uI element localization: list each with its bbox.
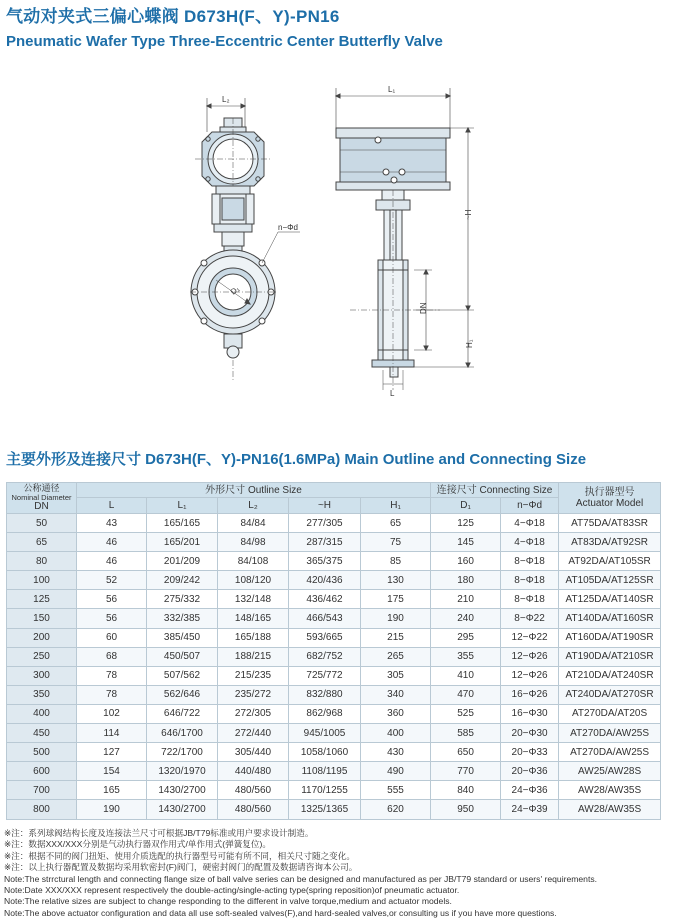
cell-d1: 950 [431,800,501,819]
cell-l2: 272/440 [218,724,289,743]
label-dn: DN [419,302,428,314]
cell-h: 832/880 [289,685,361,704]
cell-nd: 16−Φ30 [501,704,559,723]
table-row [7,609,661,628]
cell-h: 466/543 [289,609,361,628]
cell-l: 165 [77,781,147,800]
cell-nd: 12−Φ22 [501,628,559,647]
cell-h: 1170/1255 [289,781,361,800]
cell-dn: 200 [7,628,77,647]
note-line: ※注：数据XXX/XXX分别是气动执行器双作用式/单作用式(弹簧复位)。 [4,839,271,850]
cell-act: AT210DA/AT240SR [559,666,661,685]
cell-l1: 1320/1970 [147,762,218,781]
table-row [7,685,661,704]
cell-l: 56 [77,590,147,609]
cell-nd: 20−Φ30 [501,724,559,743]
cell-dn: 500 [7,743,77,762]
cell-h1: 85 [361,552,431,571]
col-nd: n−Φd [501,498,559,514]
cell-l1: 450/507 [147,647,218,666]
cell-l1: 1430/2700 [147,800,218,819]
table-row [7,647,661,666]
table-row [7,724,661,743]
cell-h1: 400 [361,724,431,743]
cell-l: 46 [77,533,147,552]
cell-dn: 125 [7,590,77,609]
table-row [7,571,661,590]
cell-d1: 410 [431,666,501,685]
cell-act: AT140DA/AT160SR [559,609,661,628]
cell-l1: 165/201 [147,533,218,552]
cell-h1: 265 [361,647,431,666]
cell-l2: 235/272 [218,685,289,704]
cell-l1: 275/332 [147,590,218,609]
cell-h1: 620 [361,800,431,819]
cell-l2: 188/215 [218,647,289,666]
cell-h: 593/665 [289,628,361,647]
cell-l2: 165/188 [218,628,289,647]
cell-dn: 450 [7,724,77,743]
label-l: L [390,389,395,398]
cell-nd: 4−Φ18 [501,533,559,552]
cell-l2: 108/120 [218,571,289,590]
cell-act: AW25/AW28S [559,762,661,781]
cell-dn: 150 [7,609,77,628]
cell-nd: 8−Φ22 [501,609,559,628]
cell-act: AW28/AW35S [559,800,661,819]
cell-h: 1108/1195 [289,762,361,781]
cell-act: AT270DA/AW25S [559,724,661,743]
cell-act: AT270DA/AT20S [559,704,661,723]
cell-nd: 24−Φ36 [501,781,559,800]
cell-dn: 700 [7,781,77,800]
cell-dn: 100 [7,571,77,590]
actuator-header: 执行器型号 Actuator Model [559,483,661,514]
outline-header: 外形尺寸 Outline Size [77,483,431,498]
page-title-cn: 气动对夹式三偏心蝶阀 D673H(F、Y)-PN16 [6,7,340,26]
cell-d1: 770 [431,762,501,781]
cell-l1: 332/385 [147,609,218,628]
cell-h: 1325/1365 [289,800,361,819]
notes [4,828,696,919]
cell-l1: 201/209 [147,552,218,571]
table-row [7,781,661,800]
cell-nd: 8−Φ18 [501,571,559,590]
cell-dn: 80 [7,552,77,571]
cell-l: 154 [77,762,147,781]
cell-d1: 470 [431,685,501,704]
cell-h1: 65 [361,514,431,533]
cell-nd: 8−Φ18 [501,590,559,609]
spec-table [6,482,661,820]
connect-header: 连接尺寸 Connecting Size [431,483,559,498]
cell-dn: 800 [7,800,77,819]
cell-h1: 75 [361,533,431,552]
cell-l: 190 [77,800,147,819]
note-line: Note:Date XXX/XXX represent respectively the double-acting/single-acting type(spring reposition)of pneumatic actuator. [4,885,460,896]
cell-d1: 180 [431,571,501,590]
cell-l: 78 [77,666,147,685]
cell-nd: 4−Φ18 [501,514,559,533]
cell-l2: 305/440 [218,743,289,762]
cell-l2: 480/560 [218,800,289,819]
cell-l1: 507/562 [147,666,218,685]
cell-h1: 340 [361,685,431,704]
cell-d1: 840 [431,781,501,800]
cell-act: AT75DA/AT83SR [559,514,661,533]
col-h: ~H [289,498,361,514]
cell-h: 436/462 [289,590,361,609]
cell-d1: 125 [431,514,501,533]
cell-l2: 132/148 [218,590,289,609]
col-l: L [77,498,147,514]
note-line: ※注：根据不同的阀门扭矩、使用介质选配的执行器型号可能有所不同，相关尺寸随之变化。 [4,850,355,861]
cell-act: AT190DA/AT210SR [559,647,661,666]
cell-nd: 20−Φ36 [501,762,559,781]
valve-drawing [150,80,550,400]
cell-l2: 215/235 [218,666,289,685]
cell-d1: 160 [431,552,501,571]
cell-l2: 480/560 [218,781,289,800]
cell-nd: 20−Φ33 [501,743,559,762]
cell-l1: 1430/2700 [147,781,218,800]
note-line: Note:The strrctural length and connecting flange size of ball valve series can be designed and manufactured as per JB/T79 standard or users' requirements. [4,873,598,884]
cell-act: AT105DA/AT125SR [559,571,661,590]
cell-h1: 130 [361,571,431,590]
spec-table-body [7,514,661,820]
table-row [7,628,661,647]
cell-act: AT270DA/AW25S [559,743,661,762]
cell-h: 287/315 [289,533,361,552]
cell-h: 1058/1060 [289,743,361,762]
cell-nd: 12−Φ26 [501,647,559,666]
cell-l2: 84/108 [218,552,289,571]
table-row [7,552,661,571]
cell-h1: 305 [361,666,431,685]
cell-l2: 148/165 [218,609,289,628]
label-nd: n−Φd [278,223,298,232]
cell-l2: 272/305 [218,704,289,723]
cell-l: 60 [77,628,147,647]
cell-l: 127 [77,743,147,762]
cell-h1: 430 [361,743,431,762]
cell-dn: 250 [7,647,77,666]
cell-nd: 16−Φ26 [501,685,559,704]
cell-h: 725/772 [289,666,361,685]
cell-d1: 210 [431,590,501,609]
cell-l2: 84/84 [218,514,289,533]
col-l1: L₁ [147,498,218,514]
cell-h: 365/375 [289,552,361,571]
cell-act: AT83DA/AT92SR [559,533,661,552]
cell-h: 862/968 [289,704,361,723]
cell-dn: 65 [7,533,77,552]
dn-header: 公称通径 Nominal Diameter DN [7,483,77,514]
note-line: Note:The above actuator configuration and data all use soft-sealed valves(F),and hard-sealed valves,or consulting us if you have more questions. [4,907,557,918]
cell-act: AT92DA/AT105SR [559,552,661,571]
cell-h1: 215 [361,628,431,647]
col-d1: D₁ [431,498,501,514]
table-row [7,533,661,552]
cell-d1: 355 [431,647,501,666]
cell-h1: 360 [361,704,431,723]
col-h1: H₁ [361,498,431,514]
cell-l: 46 [77,552,147,571]
cell-h: 945/1005 [289,724,361,743]
cell-d1: 295 [431,628,501,647]
cell-h: 420/436 [289,571,361,590]
label-h1: H₁ [465,339,474,348]
table-row [7,743,661,762]
cell-d1: 145 [431,533,501,552]
section-title: 主要外形及连接尺寸 D673H(F、Y)-PN16(1.6MPa) Main Outline and Connecting Size [6,451,587,468]
cell-l: 43 [77,514,147,533]
cell-nd: 8−Φ18 [501,552,559,571]
cell-d1: 525 [431,704,501,723]
cell-l1: 722/1700 [147,743,218,762]
cell-act: AT125DA/AT140SR [559,590,661,609]
cell-h1: 555 [361,781,431,800]
cell-l: 102 [77,704,147,723]
cell-dn: 400 [7,704,77,723]
cell-l: 52 [77,571,147,590]
cell-dn: 600 [7,762,77,781]
page-title-en: Pneumatic Wafer Type Three-Eccentric Center Butterfly Valve [6,33,443,50]
table-row [7,704,661,723]
cell-l: 56 [77,609,147,628]
cell-nd: 12−Φ26 [501,666,559,685]
label-l2: L₂ [222,95,230,104]
cell-act: AT160DA/AT190SR [559,628,661,647]
cell-act: AW28/AW35S [559,781,661,800]
cell-l1: 562/646 [147,685,218,704]
table-row [7,666,661,685]
cell-h1: 490 [361,762,431,781]
cell-h1: 190 [361,609,431,628]
cell-l: 114 [77,724,147,743]
label-d1: D₁ [228,284,242,297]
note-line: ※注：以上执行器配置及数据均采用软密封(F)阀门，硬密封阀门的配置及数据请咨询本公司。 [4,862,358,873]
cell-d1: 240 [431,609,501,628]
cell-h1: 175 [361,590,431,609]
cell-dn: 300 [7,666,77,685]
cell-h: 277/305 [289,514,361,533]
table-row [7,514,661,533]
cell-l1: 646/1700 [147,724,218,743]
cell-l1: 646/722 [147,704,218,723]
cell-dn: 350 [7,685,77,704]
cell-l1: 209/242 [147,571,218,590]
cell-d1: 650 [431,743,501,762]
label-h: ~H [464,209,473,220]
cell-l: 78 [77,685,147,704]
cell-h: 682/752 [289,647,361,666]
cell-l1: 385/450 [147,628,218,647]
cell-l2: 440/480 [218,762,289,781]
cell-l: 68 [77,647,147,666]
cell-l2: 84/98 [218,533,289,552]
cell-l1: 165/165 [147,514,218,533]
table-row [7,590,661,609]
cell-dn: 50 [7,514,77,533]
table-row [7,800,661,819]
cell-act: AT240DA/AT270SR [559,685,661,704]
table-row [7,762,661,781]
cell-d1: 585 [431,724,501,743]
cell-nd: 24−Φ39 [501,800,559,819]
col-l2: L₂ [218,498,289,514]
note-line: ※注：系列球阀结构长度及连接法兰尺寸可根据JB/T79标准或用户要求设计制造。 [4,828,314,838]
note-line: Note:The relative sizes are subject to change responding to the different in valve torque,medium and actuator models. [4,896,452,907]
label-l1: L₁ [388,85,396,94]
